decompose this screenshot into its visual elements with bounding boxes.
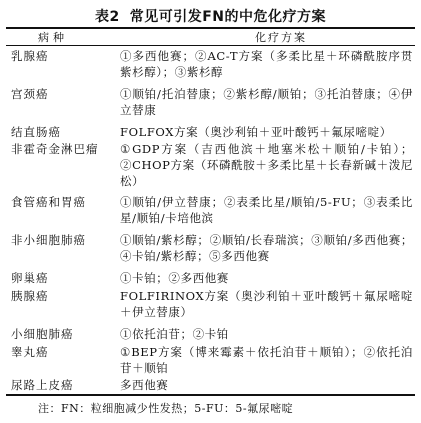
cancer-cell: 食管癌和胃癌 [11,195,86,209]
table-title-text: 常见可引发FN的中危化疗方案 [129,9,327,25]
regimen-cell: ①BEP方案（博来霉素＋依托泊苷＋顺铂）；②依托泊苷＋顺铂 [120,345,413,375]
cancer-cell: 非小细胞肺癌 [11,233,86,247]
header-regimen: 化疗方案 [255,31,307,44]
header-cancer: 病种 [38,31,68,44]
cancer-cell: 卵巢癌 [11,271,49,285]
header-rule [6,45,415,46]
regimen-cell: 多西他赛 [120,378,169,392]
cancer-cell: 非霍奇金淋巴瘤 [11,142,99,156]
regimen-cell: FOLFOX方案（奥沙利铂＋亚叶酸钙＋氟尿嘧啶） [120,125,392,139]
cancer-cell: 结直肠癌 [11,125,61,139]
table-title [0,6,421,26]
table-number: 表2 [94,9,120,25]
cancer-cell: 胰腺癌 [11,289,49,303]
cancer-cell: 睾丸癌 [11,345,49,359]
cancer-cell: 宫颈癌 [11,87,49,101]
regimen-cell: ①GDP方案（吉西他滨＋地塞米松＋顺铂/卡铂）；②CHOP方案（环磷酰胺＋多柔比星＋长春新碱＋泼尼松） [120,142,413,188]
bottom-rule [6,394,415,396]
regimen-cell: ①多西他赛；②AC-T方案（多柔比星＋环磷酰胺序贯紫杉醇）；③紫杉醇 [120,49,413,79]
cancer-cell: 小细胞肺癌 [11,327,74,341]
table-footnote: 注：FN：粒细胞减少性发热；5-FU：5-氟尿嘧啶 [38,402,294,415]
regimen-cell: ①顺铂/紫杉醇；②顺铂/长春瑞滨；③顺铂/多西他赛；④卡铂/紫杉醇；⑤多西他赛 [120,233,413,263]
regimen-cell: ①卡铂；②多西他赛 [120,271,229,285]
cancer-cell: 乳腺癌 [11,49,49,63]
regimen-cell: ①依托泊苷；②卡铂 [120,327,229,341]
regimen-cell: FOLFIRINOX方案（奥沙利铂＋亚叶酸钙＋氟尿嘧啶＋伊立替康） [120,289,413,319]
regimen-cell: ①顺铂/托泊替康；②紫杉醇/顺铂；③托泊替康；④伊立替康 [120,87,413,117]
cancer-cell: 尿路上皮癌 [11,378,74,392]
regimen-cell: ①顺铂/伊立替康；②表柔比星/顺铂/5-FU；③表柔比星/顺铂/卡培他滨 [120,195,413,225]
